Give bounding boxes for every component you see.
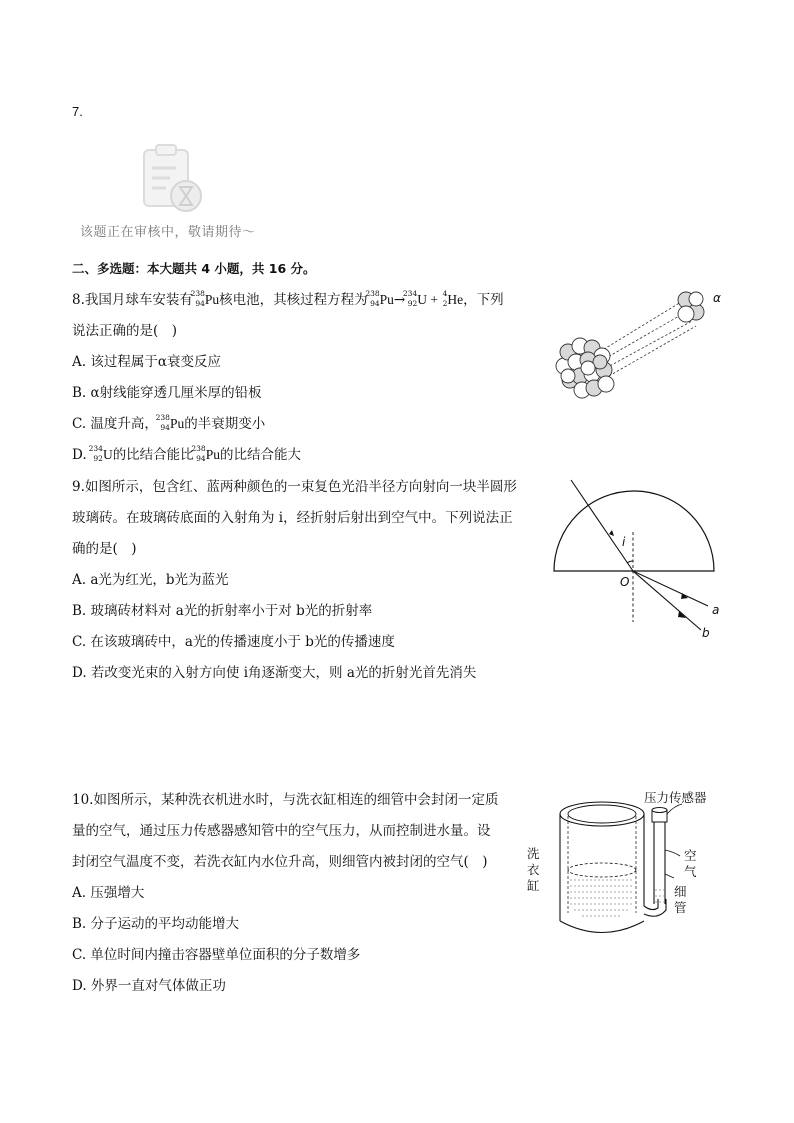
q8-stem-part1: 8.我国月球车安装有 bbox=[72, 292, 193, 308]
tube-label-1: 细 bbox=[674, 884, 687, 899]
pu-symbol-d: Pu bbox=[205, 447, 220, 462]
q8-option-d bbox=[72, 445, 301, 465]
q8-option-a: A. 该过程属于α衰变反应 bbox=[72, 354, 221, 370]
pressure-sensor-label: 压力传感器 bbox=[644, 790, 707, 805]
q10-option-d: D. 外界一直对气体做正功 bbox=[72, 978, 226, 994]
ray-b-label: b bbox=[702, 626, 710, 640]
pu-nuclide-d bbox=[191, 444, 206, 465]
he-mass: 4 bbox=[442, 289, 448, 298]
pu-nuclide bbox=[190, 289, 205, 310]
pu-symbol: Pu bbox=[204, 292, 220, 307]
tub-label-1: 洗 bbox=[527, 846, 540, 861]
q10-stem-line3: 封闭空气温度不变，若洗衣缸内水位升高，则细管内被封闭的空气( ) bbox=[72, 854, 488, 870]
q8-option-c-pre: C. 温度升高， bbox=[72, 416, 158, 432]
q9-option-c: C. 在该玻璃砖中，a光的传播速度小于 b光的传播速度 bbox=[72, 634, 395, 650]
pu-mass-2: 238 bbox=[365, 289, 380, 298]
q8-stem-part2: 核电池，其核过程方程为 bbox=[219, 292, 368, 308]
alpha-decay-figure bbox=[546, 286, 732, 410]
pending-review-text: 该题正在审核中，敬请期待～ bbox=[80, 225, 256, 240]
u-mass: 234 bbox=[402, 289, 418, 298]
incident-angle-label: i bbox=[622, 535, 626, 549]
tube-label-2: 管 bbox=[674, 900, 687, 915]
u-nuclide-d bbox=[88, 444, 103, 465]
tub-label-3: 缸 bbox=[527, 878, 540, 893]
semicircle-glass-figure bbox=[546, 474, 732, 644]
u-mass-d: 234 bbox=[88, 444, 103, 453]
q10-stem-line2: 量的空气，通过压力传感器感知管中的空气压力，从而控制进水量。设 bbox=[72, 823, 491, 839]
q8-option-c bbox=[72, 414, 265, 434]
q10-stem-line1: 10.如图所示，某种洗衣机进水时，与洗衣缸相连的细管中会封闭一定质 bbox=[72, 792, 499, 808]
u-z: 92 bbox=[407, 299, 418, 308]
air-label-1: 空 bbox=[684, 848, 697, 863]
u-nuclide bbox=[402, 289, 418, 310]
ray-a-label: a bbox=[712, 603, 720, 617]
q8-stem-part3: ，下列 bbox=[463, 292, 504, 308]
q9-stem-line3: 确的是( ) bbox=[72, 541, 137, 557]
q9-option-d: D. 若改变光束的入射方向使 i角逐渐变大，则 a光的折射光首先消失 bbox=[72, 665, 477, 681]
he-nuclide bbox=[441, 290, 447, 310]
pu-symbol-c: Pu bbox=[169, 416, 185, 431]
pu-mass: 238 bbox=[190, 289, 205, 298]
he-symbol: He bbox=[447, 292, 464, 307]
pu-z-2: 94 bbox=[370, 299, 380, 308]
q9-stem-line2: 玻璃砖。在玻璃砖底面的入射角为 i，经折射后射出到空气中。下列说法正 bbox=[72, 510, 513, 526]
pu-nuclide-2 bbox=[365, 289, 380, 310]
q8-option-b: B. α射线能穿透几厘米厚的铅板 bbox=[72, 385, 262, 401]
u-symbol-d: U bbox=[102, 447, 113, 462]
washing-machine-figure bbox=[524, 786, 730, 938]
q9-option-b: B. 玻璃砖材料对 a光的折射率小于对 b光的折射率 bbox=[72, 603, 373, 619]
q8-stem-line2: 说法正确的是( ) bbox=[72, 323, 178, 339]
q8-stem-line1 bbox=[72, 290, 504, 310]
tub-label-2: 衣 bbox=[527, 862, 540, 877]
section-title: 二、多选题：本大题共 4 小题，共 16 分。 bbox=[72, 261, 316, 276]
u-z-d: 92 bbox=[93, 454, 103, 463]
pu-z: 94 bbox=[195, 299, 205, 308]
question-7-number: 7. bbox=[72, 104, 83, 119]
pu-mass-c: 238 bbox=[155, 413, 170, 422]
alpha-label: α bbox=[713, 291, 721, 305]
air-label-2: 气 bbox=[684, 864, 697, 879]
q8-option-d-post: 的比结合能大 bbox=[219, 447, 301, 463]
pu-nuclide-c bbox=[155, 413, 170, 434]
origin-label: O bbox=[620, 575, 630, 589]
reaction-arrow: → bbox=[393, 292, 406, 308]
q9-stem-line1: 9.如图所示，包含红、蓝两种颜色的一束复色光沿半径方向射向一块半圆形 bbox=[72, 479, 517, 495]
q8-option-d-pre: D. bbox=[72, 447, 91, 463]
q10-option-b: B. 分子运动的平均动能增大 bbox=[72, 916, 240, 932]
pu-symbol-2: Pu bbox=[379, 292, 394, 307]
q8-option-c-post: 的半衰期变小 bbox=[184, 416, 266, 432]
q10-option-c: C. 单位时间内撞击容器壁单位面积的分子数增多 bbox=[72, 947, 361, 963]
pu-mass-d: 238 bbox=[191, 444, 206, 453]
pu-z-d: 94 bbox=[196, 454, 206, 463]
pu-z-c: 94 bbox=[160, 423, 170, 432]
he-z: 2 bbox=[442, 299, 448, 308]
q10-option-a: A. 压强增大 bbox=[72, 885, 145, 901]
pending-review-icon bbox=[138, 142, 208, 216]
q9-option-a: A. a光为红光，b光为蓝光 bbox=[72, 572, 229, 588]
q8-option-d-mid: 的比结合能比 bbox=[112, 447, 194, 463]
u-symbol: U + bbox=[417, 292, 442, 307]
